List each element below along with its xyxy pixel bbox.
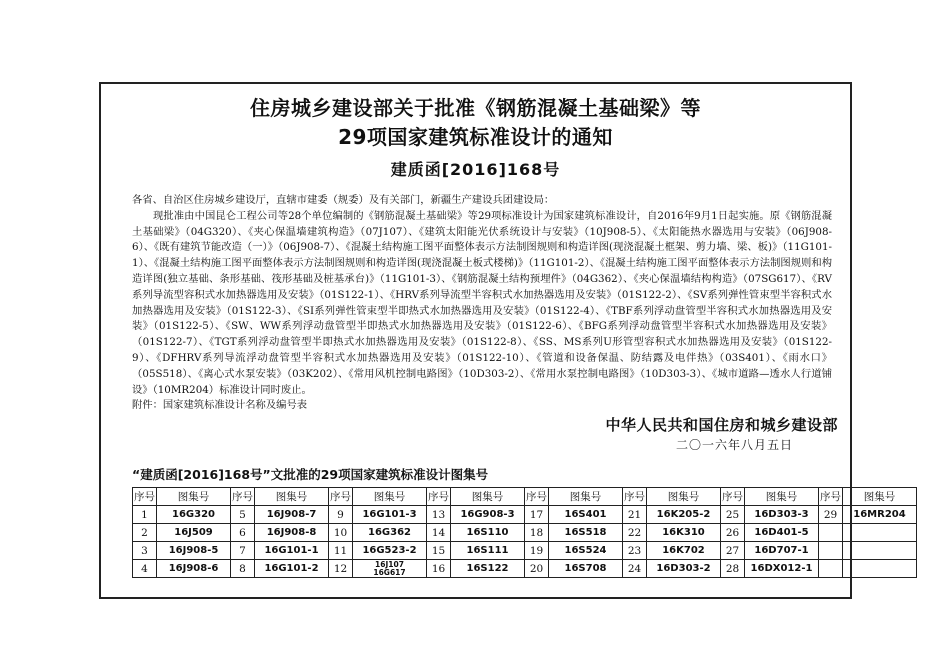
atlas-number-cell: 16G362 bbox=[353, 524, 427, 542]
serial-number-cell: 21 bbox=[623, 506, 647, 524]
atlas-number-cell: 16S524 bbox=[549, 542, 623, 560]
serial-number-cell: 1 bbox=[133, 506, 157, 524]
serial-number-cell: 18 bbox=[525, 524, 549, 542]
atlas-number-cell: 16G320 bbox=[157, 506, 231, 524]
serial-number-cell: 24 bbox=[623, 560, 647, 578]
atlas-number-cell: 16K205-2 bbox=[647, 506, 721, 524]
table-row bbox=[133, 524, 917, 542]
header-atlas-number: 图集号 bbox=[157, 488, 231, 506]
atlas-number-cell: 16S518 bbox=[549, 524, 623, 542]
header-serial-number: 序号 bbox=[525, 488, 549, 506]
atlas-number-cell: 16G101-1 bbox=[255, 542, 329, 560]
serial-number-cell: 20 bbox=[525, 560, 549, 578]
header-serial-number: 序号 bbox=[231, 488, 255, 506]
header-atlas-number: 图集号 bbox=[353, 488, 427, 506]
serial-number-cell: 9 bbox=[329, 506, 353, 524]
atlas-number-cell: 16DX012-1 bbox=[745, 560, 819, 578]
serial-number-cell: 6 bbox=[231, 524, 255, 542]
issuing-organization: 中华人民共和国住房和城乡建设部 bbox=[605, 416, 838, 434]
table-row bbox=[133, 506, 917, 524]
notice-body bbox=[132, 193, 832, 414]
serial-number-cell: 3 bbox=[133, 542, 157, 560]
atlas-number-cell: 16G101-3 bbox=[353, 506, 427, 524]
header-serial-number: 序号 bbox=[623, 488, 647, 506]
table-row bbox=[133, 560, 917, 578]
atlas-number-part: 16G617 bbox=[373, 567, 406, 577]
header-atlas-number: 图集号 bbox=[451, 488, 525, 506]
document-number: 建质函[2016]168号 bbox=[390, 160, 561, 179]
header-atlas-number: 图集号 bbox=[745, 488, 819, 506]
serial-number-cell: 27 bbox=[721, 542, 745, 560]
serial-number-cell bbox=[819, 542, 843, 560]
serial-number-cell bbox=[819, 524, 843, 542]
header-atlas-number: 图集号 bbox=[549, 488, 623, 506]
table-row bbox=[133, 542, 917, 560]
atlas-number-cell: 16D303-3 bbox=[745, 506, 819, 524]
atlas-number-part: 16J107 bbox=[375, 559, 404, 569]
atlas-number-cell: 16S110 bbox=[451, 524, 525, 542]
atlas-number-cell: 16J908-6 bbox=[157, 560, 231, 578]
attachment-line: 附件：国家建筑标准设计名称及编号表 bbox=[132, 399, 308, 412]
atlas-number-cell: 16D401-5 bbox=[745, 524, 819, 542]
atlas-number-cell: 16J908-8 bbox=[255, 524, 329, 542]
atlas-number-cell: 16S708 bbox=[549, 560, 623, 578]
serial-number-cell: 10 bbox=[329, 524, 353, 542]
atlas-number-cell: 16J908-5 bbox=[157, 542, 231, 560]
atlas-number-cell: 16S122 bbox=[451, 560, 525, 578]
serial-number-cell: 19 bbox=[525, 542, 549, 560]
header-serial-number: 序号 bbox=[329, 488, 353, 506]
serial-number-cell: 2 bbox=[133, 524, 157, 542]
atlas-number-cell bbox=[353, 560, 427, 578]
addressee: 各省、自治区住房城乡建设厅，直辖市建委（规委）及有关部门，新疆生产建设兵团建设局： bbox=[132, 194, 555, 206]
atlas-number-cell: 16J509 bbox=[157, 524, 231, 542]
serial-number-cell: 5 bbox=[231, 506, 255, 524]
serial-number-cell: 14 bbox=[427, 524, 451, 542]
atlas-number-cell: 16MR204 bbox=[843, 506, 917, 524]
atlas-number-cell: 16G523-2 bbox=[353, 542, 427, 560]
serial-number-cell: 15 bbox=[427, 542, 451, 560]
header-serial-number: 序号 bbox=[133, 488, 157, 506]
table-header-row bbox=[133, 488, 917, 506]
serial-number-cell: 12 bbox=[329, 560, 353, 578]
serial-number-cell: 17 bbox=[525, 506, 549, 524]
atlas-number-cell: 16G101-2 bbox=[255, 560, 329, 578]
serial-number-cell: 7 bbox=[231, 542, 255, 560]
serial-number-cell: 26 bbox=[721, 524, 745, 542]
main-paragraph: 现批准由中国昆仑工程公司等28个单位编制的《钢筋混凝土基础梁》等29项标准设计为国家建筑标准设计，自2016年9月1日起实施。原《钢筋混凝土基础梁》（04G320）、《夹心保温墙建筑构造》（07J107）、《建筑太阳能光伏系统设计与安装》（10J908-5）、《太阳能热水器选用与安装》（06J908-6）、《既有建筑节能改造（一）》（06J908-7）、《混凝土结构施工图平面整体表示方法制图规则和构造详图(现浇混凝土框架、剪力墙、梁、板)》（11G101-1）、《混凝土结构施工图平面整体表示方法制图规则和构造详图(现浇混凝土板式楼梯)》（11G101-2）、《混凝土结构施工图平面整体表示方法制图规则和构造详图(独立基础、条形基础、筏形基础及桩基承台)》（11G101-3）、《钢筋混凝土结构预埋件》（04G362）、《夹心保温墙结构构造》（07SG617）、《RV系列导流型容积式水加热器选用及安装》（01S122-1）、《HRV系列导流型半容积式水加热器选用及安装》（01S122-2）、《SV系列弹性管束型半容积式水加热器选用及安装》（01S122-3）、《SI系列弹性管束型半即热式水加热器选用及安装》（01S122-4）、《TBF系列浮动盘管型半容积式水加热器选用及安装》（01S122-5）、《SW、WW系列浮动盘管型半即热式水加热器选用及安装》（01S122-6）、《BFG系列浮动盘管型半容积式水加热器选用及安装》（01S122-7）、《TGT系列浮动盘管型半即热式水加热器选用及安装》（01S122-8）、《SS、MS系列U形管型容积式水加热器选用及安装》（01S122-9）、《DFHRV系列导流浮动盘管型半容积式水加热器选用及安装》（01S122-10）、《管道和设备保温、防结露及电伴热》（03S401）、《雨水口》（05S518）、《离心式水泵安装》（03K202）、《常用风机控制电路图》（10D303-2）、《常用水泵控制电路图》（10D303-3）、《城市道路—透水人行道铺设》（10MR204）标准设计同时废止。 bbox=[132, 209, 832, 396]
header-serial-number: 序号 bbox=[427, 488, 451, 506]
header-atlas-number: 图集号 bbox=[843, 488, 917, 506]
atlas-number-table bbox=[132, 487, 917, 578]
notice-title-line2: 29项国家建筑标准设计的通知 bbox=[338, 125, 613, 149]
atlas-number-cell: 16D707-1 bbox=[745, 542, 819, 560]
serial-number-cell: 28 bbox=[721, 560, 745, 578]
atlas-number-cell: 16K310 bbox=[647, 524, 721, 542]
serial-number-cell: 11 bbox=[329, 542, 353, 560]
notice-title-line1: 住房城乡建设部关于批准《钢筋混凝土基础梁》等 bbox=[250, 96, 701, 120]
atlas-number-cell: 16K702 bbox=[647, 542, 721, 560]
issue-date: 二〇一六年八月五日 bbox=[675, 438, 793, 452]
serial-number-cell: 22 bbox=[623, 524, 647, 542]
atlas-number-cell: 16G908-3 bbox=[451, 506, 525, 524]
atlas-number-cell: 16D303-2 bbox=[647, 560, 721, 578]
header-serial-number: 序号 bbox=[721, 488, 745, 506]
header-serial-number: 序号 bbox=[819, 488, 843, 506]
atlas-number-cell bbox=[843, 542, 917, 560]
header-atlas-number: 图集号 bbox=[647, 488, 721, 506]
atlas-number-cell: 16S111 bbox=[451, 542, 525, 560]
serial-number-cell: 25 bbox=[721, 506, 745, 524]
serial-number-cell: 23 bbox=[623, 542, 647, 560]
atlas-number-cell: 16J908-7 bbox=[255, 506, 329, 524]
serial-number-cell: 29 bbox=[819, 506, 843, 524]
serial-number-cell: 8 bbox=[231, 560, 255, 578]
atlas-number-cell bbox=[843, 560, 917, 578]
serial-number-cell: 4 bbox=[133, 560, 157, 578]
table-title: “建质函[2016]168号”文批准的29项国家建筑标准设计图集号 bbox=[132, 467, 489, 482]
serial-number-cell bbox=[819, 560, 843, 578]
atlas-number-cell: 16S401 bbox=[549, 506, 623, 524]
serial-number-cell: 13 bbox=[427, 506, 451, 524]
header-atlas-number: 图集号 bbox=[255, 488, 329, 506]
serial-number-cell: 16 bbox=[427, 560, 451, 578]
atlas-number-cell bbox=[843, 524, 917, 542]
